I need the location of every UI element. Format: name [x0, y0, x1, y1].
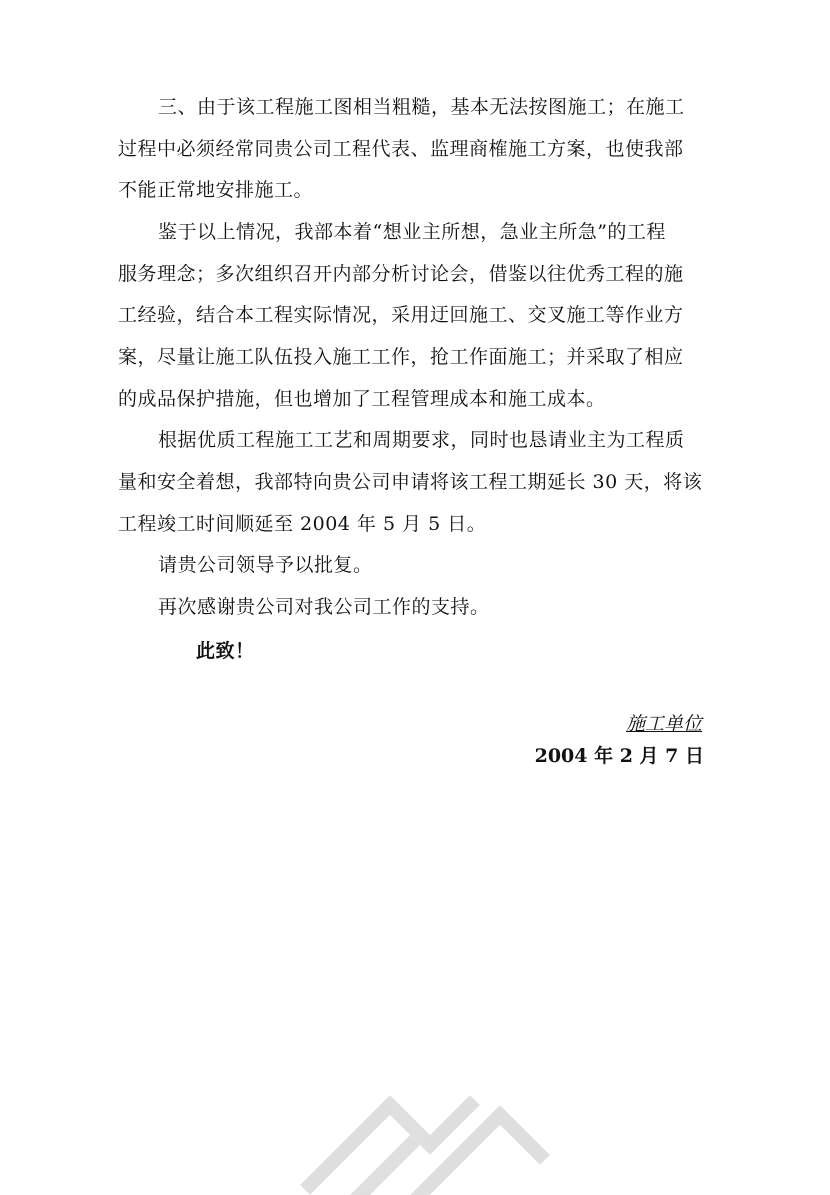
- paragraph-4-line-2: 服务理念；多次组织召开内部分析讨论会，借鉴以往优秀工程的施: [118, 263, 684, 285]
- paragraph-3-line-1: 三、由于该工程施工图相当粗糙，基本无法按图施工；在施工: [158, 96, 685, 118]
- paragraph-5-line-3: 工程竣工时间顺延至 2004 年 5 月 5 日。: [118, 513, 487, 535]
- request-line: 请贵公司领导予以批复。: [158, 554, 373, 576]
- watermark-stroke-3: [360, 1145, 410, 1195]
- paragraph-4-line-5: 的成品保护措施，但也增加了工程管理成本和施工成本。: [118, 388, 606, 410]
- thanks-line: 再次感谢贵公司对我公司工作的支持。: [158, 596, 490, 618]
- paragraph-4-line-1: 鉴于以上情况，我部本着“想业主所想，急业主所急”的工程: [158, 221, 666, 243]
- signature-unit: 施工单位: [625, 713, 702, 735]
- paragraph-4-line-4: 案，尽量让施工队伍投入施工工作，抢工作面施工；并采取了相应: [118, 346, 684, 368]
- signature-date: 2004 年 2 月 7 日: [534, 745, 704, 767]
- paragraph-5-line-1: 根据优质工程施工工艺和周期要求，同时也恳请业主为工程质: [158, 429, 685, 451]
- paragraph-5-line-2: 量和安全着想，我部特向贵公司申请将该工程工期延长 30 天，将该: [118, 471, 703, 493]
- paragraph-3-line-3: 不能正常地安排施工。: [118, 179, 314, 201]
- closing-salutation: 此致！: [196, 640, 255, 662]
- watermark-stroke-2: [420, 1115, 540, 1195]
- diagonal-logo-watermark-icon: [270, 1035, 570, 1195]
- paragraph-4-line-3: 工经验，结合本工程实际情况，采用迂回施工、交叉施工等作业方: [118, 304, 684, 326]
- paragraph-3-line-2: 过程中必须经常同贵公司工程代表、监理商榷施工方案，也使我部: [118, 138, 684, 160]
